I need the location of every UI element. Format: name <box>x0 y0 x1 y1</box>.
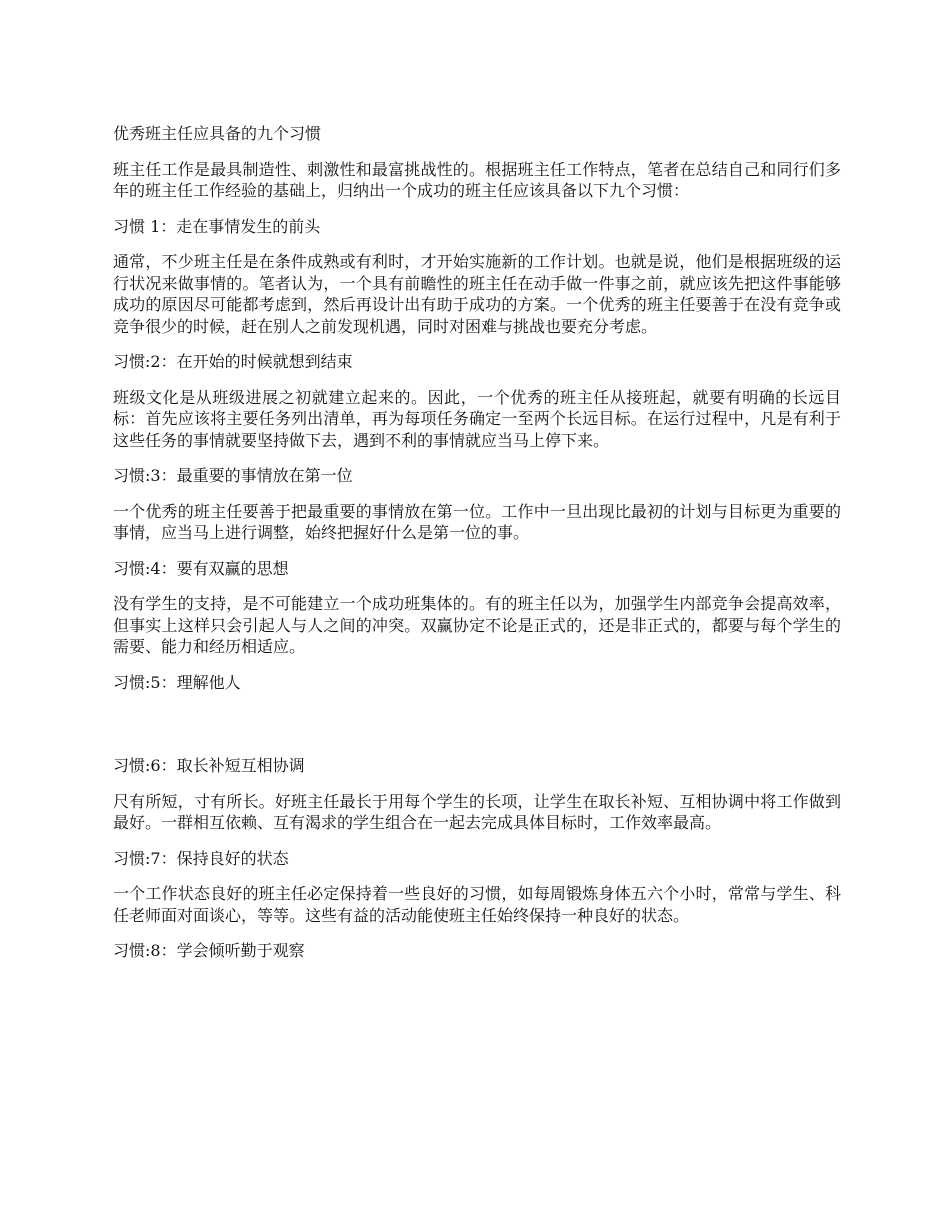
blank-gap <box>113 707 841 755</box>
habit-4-heading: 习惯:4：要有双赢的思想 <box>113 558 289 578</box>
habit-6-heading: 习惯:6：取长补短互相协调 <box>113 756 305 775</box>
habit-7-body: 一个工作状态良好的班主任必定保持着一些良好的习惯，如每周锻炼身体五六个小时，常常与学生、科任老师面对面谈心，等等。这些有益的活动能使班主任始终保持一种良好的状态。 <box>113 884 841 925</box>
intro-paragraph: 班主任工作是最具制造性、刺激性和最富挑战性的。根据班主任工作特点，笔者在总结自己和同行们多年的班主任工作经验的基础上，归纳出一个成功的班主任应该具备以下九个习惯： <box>113 159 841 200</box>
habit-2-heading: 习惯:2：在开始的时候就想到结束 <box>113 352 353 371</box>
habit-3-body: 一个优秀的班主任要善于把最重要的事情放在第一位。工作中一旦出现比最初的计划与目标更为重要的事情，应当马上进行调整，始终把握好什么是第一位的事。 <box>113 501 841 542</box>
habit-7-heading: 习惯:7：保持良好的状态 <box>113 848 289 868</box>
habit-3-heading: 习惯:3：最重要的事情放在第一位 <box>113 466 353 485</box>
habit-6-body: 尺有所短，寸有所长。好班主任最长于用每个学生的长项，让学生在取长补短、互相协调中将工作做到最好。一群相互依赖、互有渴求的学生组合在一起去完成具体目标时，工作效率最高。 <box>113 791 841 832</box>
document-page <box>113 123 841 976</box>
habit-2-body: 班级文化是从班级进展之初就建立起来的。因此，一个优秀的班主任从接班起，就要有明确的长远目标：首先应该将主要任务列出清单，再为每项任务确定一至两个长远目标。在运行过程中，凡是有利于这些任务的事情就要坚持做下去，遇到不利的事情就应当马上停下来。 <box>113 387 841 450</box>
habit-1-body: 通常，不少班主任是在条件成熟或有利时，才开始实施新的工作计划。也就是说，他们是根据班级的运行状况来做事情的。笔者认为，一个具有前瞻性的班主任在动手做一件事之前，就应该先把这件事能够成功的原因尽可能都考虑到，然后再设计出有助于成功的方案。一个优秀的班主任要善于在没有竞争或竞争很少的时候，赶在别人之前发现机遇，同时对困难与挑战也要充分考虑。 <box>113 252 841 336</box>
habit-8-heading: 习惯:8：学会倾听勤于观察 <box>113 941 305 960</box>
habit-5-heading: 习惯:5：理解他人 <box>113 672 241 692</box>
habit-4-body: 没有学生的支持，是不可能建立一个成功班集体的。有的班主任以为，加强学生内部竞争会提高效率，但事实上这样只会引起人与人之间的冲突。双赢协定不论是正式的，还是非正式的，都要与每个学生的需要、能力和经历相适应。 <box>113 594 841 656</box>
document-title: 优秀班主任应具备的九个习惯 <box>113 124 322 143</box>
habit-1-heading: 习惯 1：走在事情发生的前头 <box>113 216 321 236</box>
